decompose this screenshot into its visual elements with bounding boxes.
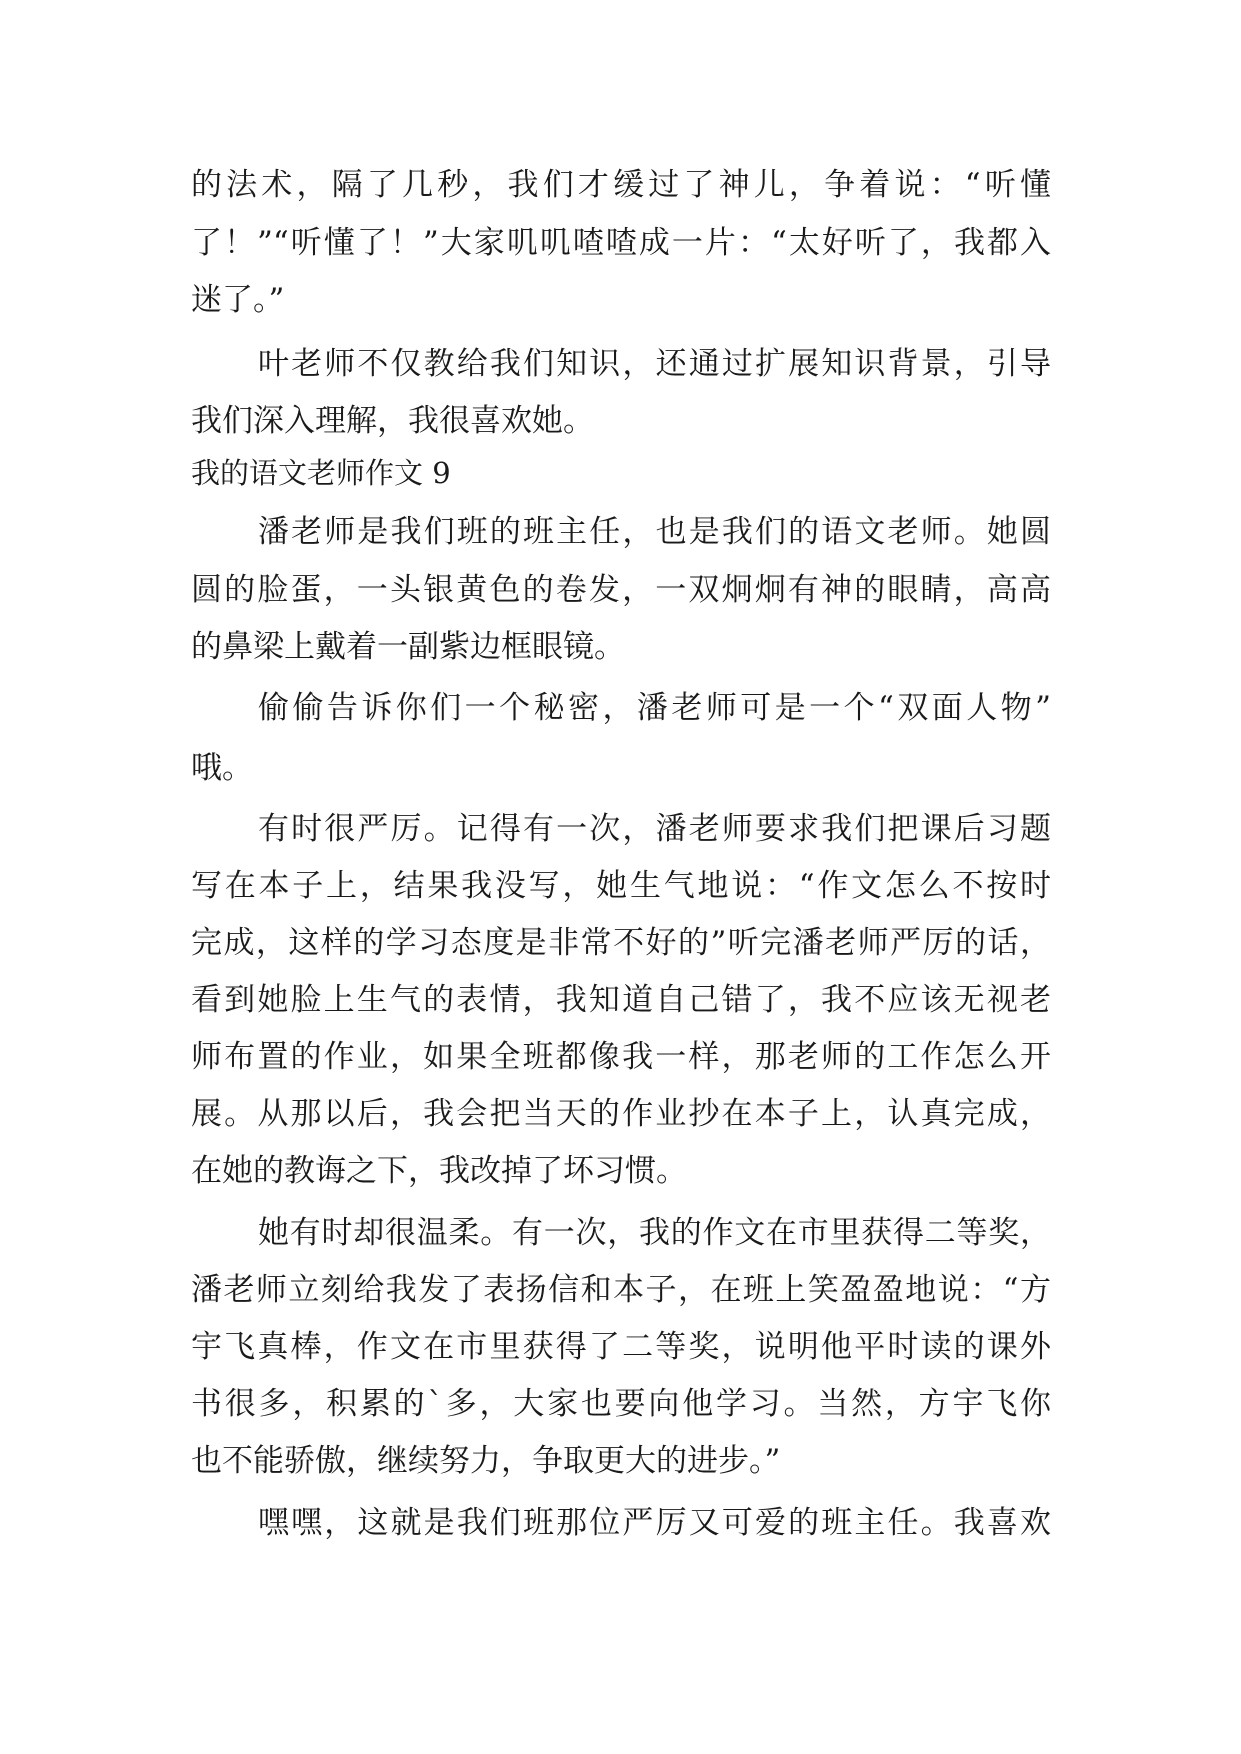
paragraph-6-line-5: 也不能骄傲，继续努力，争取更大的进步。”	[191, 1443, 781, 1479]
paragraph-5-line-5: 师布置的作业，如果全班都像我一样，那老师的工作怎么开	[191, 1039, 1051, 1075]
paragraph-6-line-1: 她有时却很温柔。有一次，我的作文在市里获得二等奖，	[258, 1215, 1051, 1251]
paragraph-1-line-1: 的法术，隔了几秒，我们才缓过了神儿，争着说：“听懂	[191, 167, 1051, 203]
paragraph-5-line-7: 在她的教诲之下，我改掉了坏习惯。	[191, 1153, 687, 1189]
paragraph-5-line-2: 写在本子上，结果我没写，她生气地说：“作文怎么不按时	[191, 868, 1051, 904]
paragraph-1-line-3: 迷了。”	[191, 282, 285, 318]
paragraph-3-line-3: 的鼻梁上戴着一副紫边框眼镜。	[191, 629, 625, 665]
paragraph-1-line-2: 了！”“听懂了！”大家叽叽喳喳成一片：“太好听了，我都入	[191, 225, 1051, 261]
paragraph-3-line-2: 圆的脸蛋，一头银黄色的卷发，一双炯炯有神的眼睛，高高	[191, 572, 1051, 608]
paragraph-2-line-1: 叶老师不仅教给我们知识，还通过扩展知识背景，引导	[258, 346, 1051, 382]
paragraph-6-line-3: 宇飞真棒，作文在市里获得了二等奖，说明他平时读的课外	[191, 1329, 1051, 1365]
paragraph-2-line-2: 我们深入理解，我很喜欢她。	[191, 403, 594, 439]
paragraph-4-line-2: 哦。	[191, 750, 253, 786]
paragraph-7-line-1: 嘿嘿，这就是我们班那位严厉又可爱的班主任。我喜欢	[258, 1505, 1051, 1541]
paragraph-6-line-4: 书很多，积累的`多，大家也要向他学习。当然，方宇飞你	[191, 1386, 1051, 1422]
paragraph-5-line-1: 有时很严厉。记得有一次，潘老师要求我们把课后习题	[258, 811, 1051, 847]
paragraph-5-line-3: 完成，这样的学习态度是非常不好的”听完潘老师严厉的话，	[191, 925, 1051, 961]
paragraph-5-line-6: 展。从那以后，我会把当天的作业抄在本子上，认真完成，	[191, 1096, 1051, 1132]
paragraph-3-line-1: 潘老师是我们班的班主任，也是我们的语文老师。她圆	[258, 514, 1051, 550]
paragraph-6-line-2: 潘老师立刻给我发了表扬信和本子，在班上笑盈盈地说：“方	[191, 1272, 1051, 1308]
section-heading: 我的语文老师作文 9	[191, 456, 451, 490]
paragraph-4-line-1: 偷偷告诉你们一个秘密，潘老师可是一个“双面人物”	[258, 690, 1051, 726]
paragraph-5-line-4: 看到她脸上生气的表情，我知道自己错了，我不应该无视老	[191, 982, 1051, 1018]
